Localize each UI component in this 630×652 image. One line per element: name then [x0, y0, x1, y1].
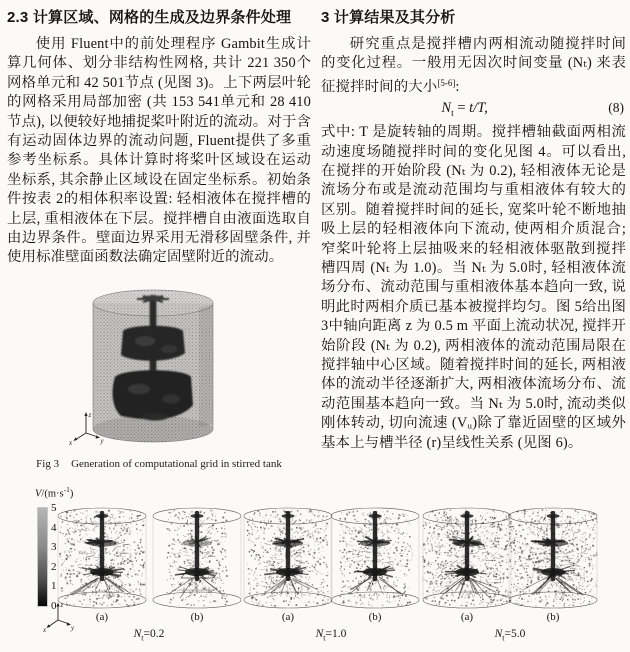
tank-vector-plot	[329, 506, 421, 610]
panel-label: (a)	[281, 611, 295, 623]
panel-label: (a)	[95, 611, 109, 623]
equation-number: (8)	[608, 100, 624, 116]
panel-label: (a)	[460, 611, 474, 623]
svg-text:z: z	[60, 601, 64, 609]
svg-text:x: x	[43, 626, 47, 633]
colorbar-tick: 5	[51, 502, 57, 514]
right-column-paragraph-2: 式中: T 是旋转轴的周期。搅拌槽轴截面两相流动速度场随搅拌时间的变化见图 4。可以看出, 在搅拌的开始阶段 (Nₜ 为 0.2), 轻相液体无论是流场分布或是流动范围均与重相液体有较大的区别。随着搅拌时间的延长, 宽桨叶轮不断地抽吸上层的轻相液体向下流动, 使两相介质混合; 窄桨叶轮将上层抽吸来的轻相液体驱散到搅拌槽四周 (Nₜ 为 1.0)。当 Nₜ 为 5.0时, 轻相液体流场分布、流动范围与重相液体基本趋向一致, 说明此时两相介质已基本被搅拌均匀。图 5给出图 3中轴向距离 z 为 0.5 m 平面上流动状况, 搅拌开始阶段 (Nₜ 为 0.2), 两相液体的流动范围局限在搅拌轴中心区域。随着搅拌时间的延长, 两相液体的流动半径逐渐扩大, 两相液体流场分布、流动范围基本趋向一致。当 Nₜ 为 5.0时, 流动类似刚体转动, 切向流速 (Vᵤ)除了靠近固壁的区域外基本上与槽半径 (r)呈线性关系 (见图 6)。	[321, 124, 626, 451]
tank-vector-plot	[242, 506, 334, 610]
section-heading-2-3: 2.3 计算区域、网格的生成及边界条件处理	[7, 9, 292, 26]
figure-4	[0, 481, 630, 652]
citation-ref: [5-6]	[437, 77, 456, 88]
svg-text:y: y	[71, 624, 75, 632]
svg-text:z: z	[88, 410, 92, 419]
equation-body: $N_t = t/T$,	[441, 100, 488, 120]
group-label: $N_t=5.0$	[494, 628, 526, 643]
tank-vector-plot	[507, 506, 599, 610]
colorbar-tick: 2	[51, 560, 57, 573]
colorbar-tick: 4	[51, 521, 57, 534]
colorbar-tick: 3	[51, 541, 57, 554]
section-heading-3: 3 计算结果及其分析	[321, 9, 456, 26]
colorbar-label: $V/(m\cdot s^{-1})$	[35, 485, 74, 500]
colorbar-tick: 0	[51, 599, 57, 612]
panel-label: (b)	[546, 611, 560, 623]
fig4-axes-icon	[42, 599, 76, 633]
svg-text:x: x	[69, 438, 73, 447]
figure-3	[7, 277, 311, 470]
velocity-field-panel	[242, 506, 334, 610]
equation-8	[321, 100, 626, 119]
velocity-field-panel	[151, 506, 243, 610]
left-column	[7, 8, 311, 470]
right-column	[321, 8, 626, 453]
left-column-paragraph: 使用 Fluent中的前处理程序 Gambit生成计算几何体、划分非结构性网格, 共计 221 350个网格单元和 42 501节点 (见图 3)。上下两层叶轮的网格采用局部加密 (共 153 541单元和 28 410节点), 以便较好地捕捉桨叶附近的流动。对于含有运动固体边界的流动问题, Fluent提供了多重参考坐标系。具体计算时将桨叶区域设在运动坐标系, 其余静止区域设在固定坐标系。初始条件按表 2的相体积率设置: 轻相液体在搅拌槽的上层, 重相液体在下层。搅拌槽自由液面选取自由边界条件。壁面边界采用无滑移固壁条件, 并使用标准壁面函数法确定固壁附近的流动。	[7, 36, 311, 266]
tank-vector-plot	[421, 506, 513, 610]
velocity-field-panel	[56, 506, 148, 610]
group-label: $N_t=0.2$	[133, 628, 165, 643]
group-label: $N_t=1.0$	[315, 628, 347, 643]
right-column-paragraph-1: 研究重点是搅拌槽内两相流动随搅拌时间的变化过程。一般用无因次时间变量 (Nₜ) 来表征搅拌时间的大小[5-6]:	[321, 36, 626, 95]
tank-vector-plot	[151, 506, 243, 610]
velocity-field-panel	[329, 506, 421, 610]
fig3-caption: Fig 3 Generation of computational grid in stirred tank	[36, 457, 282, 470]
velocity-field-panel	[507, 506, 599, 610]
colorbar-gradient	[38, 508, 47, 606]
tank-vector-plot	[56, 506, 148, 610]
svg-text:y: y	[100, 436, 104, 445]
colorbar-tick: 1	[51, 580, 57, 593]
panel-label: (b)	[368, 611, 382, 623]
fig3-mesh-image	[59, 277, 259, 447]
velocity-field-panel	[421, 506, 513, 610]
panel-label: (b)	[190, 611, 204, 623]
